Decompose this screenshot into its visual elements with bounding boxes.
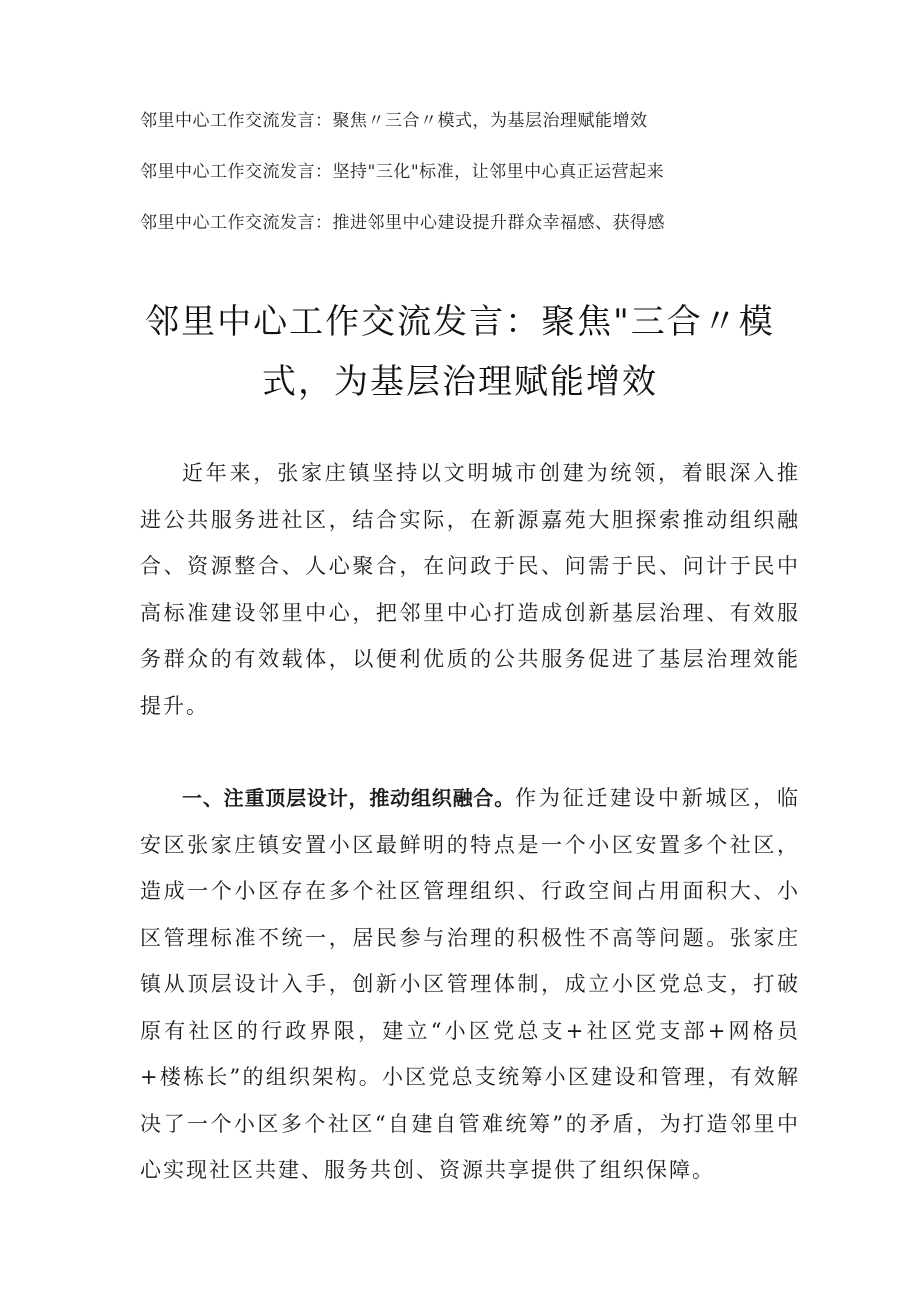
paragraph-intro: 近年来，张家庄镇坚持以文明城市创建为统领，着眼深入推进公共服务进社区，结合实际，在新源嘉苑大胆探索推动组织融合、资源整合、人心聚合，在问政于民、问需于民、问计于民中高标准建设邻里中心，把邻里中心打造成创新基层治理、有效服务群众的有效载体，以便利优质的公共服务促进了基层治理效能提升。 — [140, 461, 800, 718]
title-line-1: 邻里中心工作交流发言：聚焦"三合〃模 — [145, 302, 775, 342]
paragraph-section-1 — [140, 775, 800, 1194]
title-line-2: 式，为基层治理赋能增效 — [262, 362, 658, 402]
table-of-contents — [140, 108, 800, 236]
section-heading: 一、注重顶层设计，推动组织融合。 — [182, 786, 516, 810]
document-body — [140, 450, 800, 1194]
section-body-text: 作为征迁建设中新城区，临安区张家庄镇安置小区最鲜明的特点是一个小区安置多个社区，造成一个小区存在多个社区管理组织、行政空间占用面积大、小区管理标准不统一，居民参与治理的积极性不高等问题。张家庄镇从顶层设计入手，创新小区管理体制，成立小区党总支，打破原有社区的行政界限，建立“小区党总支+社区党支部+网格员+楼栋长”的组织架构。小区党总支统筹小区建设和管理，有效解决了一个小区多个社区“自建自管难统筹”的矛盾，为打造邻里中心实现社区共建、服务共创、资源共享提供了组织保障。 — [140, 786, 801, 1182]
toc-item[interactable]: 邻里中心工作交流发言：坚持"三化"标准，让邻里中心真正运营起来 — [140, 162, 665, 182]
document-title — [120, 292, 800, 412]
toc-item[interactable]: 邻里中心工作交流发言：推进邻里中心建设提升群众幸福感、获得感 — [140, 213, 665, 233]
toc-item[interactable]: 邻里中心工作交流发言：聚焦〃三合〃模式，为基层治理赋能增效 — [140, 111, 648, 131]
